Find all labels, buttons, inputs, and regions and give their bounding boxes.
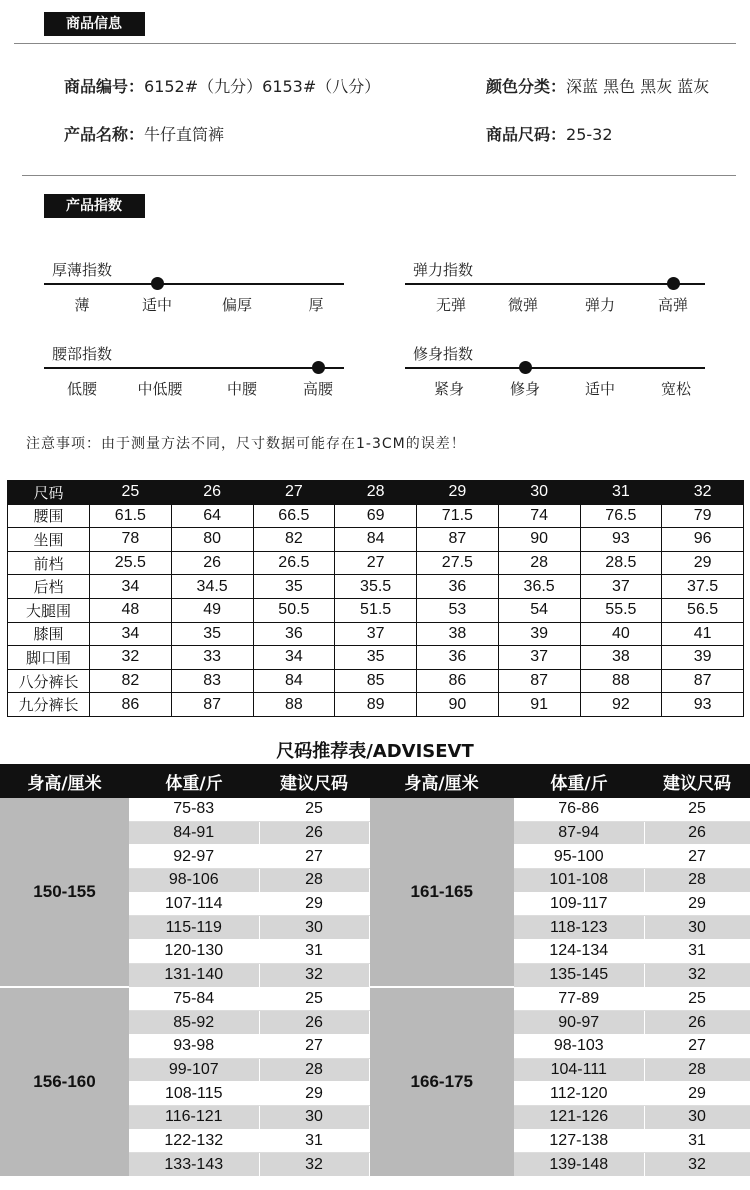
cell-value: 31 bbox=[580, 481, 662, 505]
cell-value: 27 bbox=[335, 551, 417, 575]
cell-value: 37 bbox=[580, 575, 662, 599]
row-label: 尺码 bbox=[8, 481, 90, 505]
weight-range: 101-108 bbox=[514, 869, 644, 893]
cell-value: 61.5 bbox=[90, 504, 172, 528]
cell-value: 39 bbox=[498, 622, 580, 646]
index-scale-line bbox=[405, 283, 705, 285]
header-cell: 身高/厘米 bbox=[0, 764, 129, 798]
cell-value: 93 bbox=[580, 528, 662, 552]
index-option: 宽松 bbox=[660, 380, 691, 398]
suggested-size: 25 bbox=[259, 987, 369, 1011]
weight-range: 93-98 bbox=[129, 1034, 259, 1058]
section-tag-product-index: 产品指数 bbox=[44, 194, 145, 218]
index-option: 薄 bbox=[74, 296, 90, 314]
suggested-size: 28 bbox=[259, 1058, 369, 1082]
suggested-size: 26 bbox=[259, 1011, 369, 1035]
cell-value: 26.5 bbox=[253, 551, 335, 575]
index-selected-dot bbox=[667, 277, 680, 290]
suggested-size: 29 bbox=[644, 1082, 750, 1106]
suggested-size: 25 bbox=[644, 798, 750, 821]
cell-value: 64 bbox=[171, 504, 253, 528]
suggested-size: 25 bbox=[259, 798, 369, 821]
size-recommend-table bbox=[0, 764, 750, 1178]
cell-value: 53 bbox=[417, 598, 499, 622]
header-cell: 身高/厘米 bbox=[369, 764, 514, 798]
cell-value: 37.5 bbox=[662, 575, 744, 599]
size-table-header bbox=[8, 481, 744, 505]
suggested-size: 30 bbox=[644, 1105, 750, 1129]
cell-value: 39 bbox=[662, 646, 744, 670]
weight-range: 107-114 bbox=[129, 892, 259, 916]
cell-value: 49 bbox=[171, 598, 253, 622]
index-option: 适中 bbox=[141, 296, 172, 314]
suggested-size: 27 bbox=[259, 1034, 369, 1058]
row-label: 后档 bbox=[8, 575, 90, 599]
cell-value: 88 bbox=[580, 669, 662, 693]
suggested-size: 28 bbox=[644, 1058, 750, 1082]
suggested-size: 31 bbox=[644, 940, 750, 964]
suggested-size: 25 bbox=[644, 987, 750, 1011]
header-cell: 建议尺码 bbox=[259, 764, 369, 798]
cell-value: 40 bbox=[580, 622, 662, 646]
size-table-row bbox=[8, 598, 744, 622]
weight-range: 109-117 bbox=[514, 892, 644, 916]
cell-value: 82 bbox=[253, 528, 335, 552]
weight-range: 75-84 bbox=[129, 987, 259, 1011]
cell-value: 27 bbox=[253, 481, 335, 505]
suggested-size: 30 bbox=[644, 916, 750, 940]
height-range: 166-175 bbox=[369, 987, 514, 1177]
cell-value: 36.5 bbox=[498, 575, 580, 599]
cell-value: 80 bbox=[171, 528, 253, 552]
weight-range: 120-130 bbox=[129, 940, 259, 964]
cell-value: 76.5 bbox=[580, 504, 662, 528]
cell-value: 32 bbox=[90, 646, 172, 670]
cell-value: 35 bbox=[253, 575, 335, 599]
index-option: 中低腰 bbox=[137, 380, 183, 398]
cell-value: 37 bbox=[498, 646, 580, 670]
size-table-row bbox=[8, 528, 744, 552]
cell-value: 29 bbox=[662, 551, 744, 575]
cell-value: 36 bbox=[253, 622, 335, 646]
suggested-size: 32 bbox=[644, 963, 750, 987]
cell-value: 30 bbox=[498, 481, 580, 505]
weight-range: 98-106 bbox=[129, 869, 259, 893]
cell-value: 33 bbox=[171, 646, 253, 670]
color-category: 颜色分类：深蓝 黑色 黑灰 蓝灰 bbox=[486, 77, 710, 96]
cell-value: 88 bbox=[253, 693, 335, 717]
cell-value: 34 bbox=[90, 575, 172, 599]
weight-range: 87-94 bbox=[514, 821, 644, 845]
size-table-row bbox=[8, 669, 744, 693]
cell-value: 87 bbox=[498, 669, 580, 693]
suggested-size: 26 bbox=[644, 1011, 750, 1035]
suggested-size: 32 bbox=[259, 963, 369, 987]
recommend-row bbox=[0, 987, 750, 1011]
height-range: 150-155 bbox=[0, 798, 129, 987]
suggested-size: 28 bbox=[644, 869, 750, 893]
cell-value: 25 bbox=[90, 481, 172, 505]
row-label: 脚口围 bbox=[8, 646, 90, 670]
suggested-size: 29 bbox=[259, 1082, 369, 1106]
suggested-size: 32 bbox=[644, 1153, 750, 1177]
weight-range: 75-83 bbox=[129, 798, 259, 821]
divider bbox=[14, 43, 736, 44]
weight-range: 131-140 bbox=[129, 963, 259, 987]
cell-value: 86 bbox=[417, 669, 499, 693]
cell-value: 87 bbox=[417, 528, 499, 552]
header-cell: 体重/斤 bbox=[129, 764, 259, 798]
weight-range: 115-119 bbox=[129, 916, 259, 940]
cell-value: 90 bbox=[498, 528, 580, 552]
cell-value: 34 bbox=[253, 646, 335, 670]
cell-value: 79 bbox=[662, 504, 744, 528]
cell-value: 48 bbox=[90, 598, 172, 622]
size-table-row bbox=[8, 693, 744, 717]
weight-range: 104-111 bbox=[514, 1058, 644, 1082]
index-option: 紧身 bbox=[433, 380, 464, 398]
cell-value: 41 bbox=[662, 622, 744, 646]
weight-range: 108-115 bbox=[129, 1082, 259, 1106]
recommend-row bbox=[0, 798, 750, 821]
height-range: 161-165 bbox=[369, 798, 514, 987]
row-label: 前档 bbox=[8, 551, 90, 575]
cell-value: 74 bbox=[498, 504, 580, 528]
product-size: 商品尺码：25-32 bbox=[486, 125, 613, 144]
row-label: 坐围 bbox=[8, 528, 90, 552]
suggested-size: 32 bbox=[259, 1153, 369, 1177]
size-table-row bbox=[8, 551, 744, 575]
cell-value: 92 bbox=[580, 693, 662, 717]
row-label: 膝围 bbox=[8, 622, 90, 646]
cell-value: 87 bbox=[662, 669, 744, 693]
suggested-size: 26 bbox=[259, 821, 369, 845]
cell-value: 37 bbox=[335, 622, 417, 646]
cell-value: 28.5 bbox=[580, 551, 662, 575]
cell-value: 51.5 bbox=[335, 598, 417, 622]
weight-range: 133-143 bbox=[129, 1153, 259, 1177]
cell-value: 35 bbox=[335, 646, 417, 670]
index-option: 偏厚 bbox=[221, 296, 252, 314]
index-option: 弹力 bbox=[584, 296, 615, 314]
weight-range: 76-86 bbox=[514, 798, 644, 821]
index-option: 低腰 bbox=[66, 380, 97, 398]
suggested-size: 29 bbox=[259, 892, 369, 916]
section-tag-product-info: 商品信息 bbox=[44, 12, 145, 36]
cell-value: 82 bbox=[90, 669, 172, 693]
cell-value: 69 bbox=[335, 504, 417, 528]
index-title: 腰部指数 bbox=[52, 345, 113, 363]
cell-value: 84 bbox=[335, 528, 417, 552]
suggested-size: 27 bbox=[259, 845, 369, 869]
weight-range: 118-123 bbox=[514, 916, 644, 940]
cell-value: 36 bbox=[417, 646, 499, 670]
weight-range: 112-120 bbox=[514, 1082, 644, 1106]
suggested-size: 26 bbox=[644, 821, 750, 845]
cell-value: 96 bbox=[662, 528, 744, 552]
cell-value: 28 bbox=[335, 481, 417, 505]
weight-range: 90-97 bbox=[514, 1011, 644, 1035]
suggested-size: 31 bbox=[259, 940, 369, 964]
cell-value: 32 bbox=[662, 481, 744, 505]
row-label: 九分裤长 bbox=[8, 693, 90, 717]
index-title: 弹力指数 bbox=[413, 261, 474, 279]
index-option: 高弹 bbox=[657, 296, 688, 314]
index-scale-line bbox=[405, 367, 705, 369]
cell-value: 56.5 bbox=[662, 598, 744, 622]
suggested-size: 30 bbox=[259, 1105, 369, 1129]
row-label: 大腿围 bbox=[8, 598, 90, 622]
size-table bbox=[7, 480, 744, 717]
cell-value: 78 bbox=[90, 528, 172, 552]
measurement-note: 注意事项：由于测量方法不同，尺寸数据可能存在1-3CM的误差！ bbox=[26, 436, 466, 452]
index-option: 无弹 bbox=[435, 296, 466, 314]
cell-value: 29 bbox=[417, 481, 499, 505]
cell-value: 54 bbox=[498, 598, 580, 622]
index-option: 中腰 bbox=[226, 380, 257, 398]
index-option: 适中 bbox=[584, 380, 615, 398]
recommend-header bbox=[0, 764, 750, 798]
cell-value: 35.5 bbox=[335, 575, 417, 599]
cell-value: 34 bbox=[90, 622, 172, 646]
index-option: 修身 bbox=[509, 380, 540, 398]
product-name: 产品名称：牛仔直筒裤 bbox=[64, 125, 225, 144]
weight-range: 127-138 bbox=[514, 1129, 644, 1153]
suggested-size: 27 bbox=[644, 1034, 750, 1058]
cell-value: 83 bbox=[171, 669, 253, 693]
weight-range: 122-132 bbox=[129, 1129, 259, 1153]
cell-value: 38 bbox=[417, 622, 499, 646]
cell-value: 50.5 bbox=[253, 598, 335, 622]
weight-range: 85-92 bbox=[129, 1011, 259, 1035]
weight-range: 124-134 bbox=[514, 940, 644, 964]
suggested-size: 27 bbox=[644, 845, 750, 869]
row-label: 腰围 bbox=[8, 504, 90, 528]
index-selected-dot bbox=[519, 361, 532, 374]
cell-value: 66.5 bbox=[253, 504, 335, 528]
index-selected-dot bbox=[151, 277, 164, 290]
row-label: 八分裤长 bbox=[8, 669, 90, 693]
cell-value: 26 bbox=[171, 481, 253, 505]
index-scale-line bbox=[44, 367, 344, 369]
cell-value: 34.5 bbox=[171, 575, 253, 599]
cell-value: 90 bbox=[417, 693, 499, 717]
size-table-row bbox=[8, 622, 744, 646]
weight-range: 99-107 bbox=[129, 1058, 259, 1082]
index-scale-line bbox=[44, 283, 344, 285]
weight-range: 135-145 bbox=[514, 963, 644, 987]
suggested-size: 29 bbox=[644, 892, 750, 916]
cell-value: 26 bbox=[171, 551, 253, 575]
weight-range: 77-89 bbox=[514, 987, 644, 1011]
divider bbox=[22, 175, 736, 176]
index-option: 高腰 bbox=[302, 380, 333, 398]
cell-value: 87 bbox=[171, 693, 253, 717]
cell-value: 27.5 bbox=[417, 551, 499, 575]
index-title: 修身指数 bbox=[413, 345, 474, 363]
size-table-row bbox=[8, 646, 744, 670]
suggested-size: 30 bbox=[259, 916, 369, 940]
cell-value: 93 bbox=[662, 693, 744, 717]
suggested-size: 28 bbox=[259, 869, 369, 893]
cell-value: 38 bbox=[580, 646, 662, 670]
weight-range: 92-97 bbox=[129, 845, 259, 869]
index-option: 微弹 bbox=[507, 296, 538, 314]
cell-value: 89 bbox=[335, 693, 417, 717]
cell-value: 36 bbox=[417, 575, 499, 599]
index-option: 厚 bbox=[308, 296, 324, 314]
cell-value: 35 bbox=[171, 622, 253, 646]
suggested-size: 31 bbox=[644, 1129, 750, 1153]
cell-value: 25.5 bbox=[90, 551, 172, 575]
product-code: 商品编号：6152#（九分）6153#（八分） bbox=[64, 77, 381, 96]
header-cell: 体重/斤 bbox=[514, 764, 644, 798]
suggested-size: 31 bbox=[259, 1129, 369, 1153]
weight-range: 121-126 bbox=[514, 1105, 644, 1129]
size-table-row bbox=[8, 504, 744, 528]
cell-value: 55.5 bbox=[580, 598, 662, 622]
header-cell: 建议尺码 bbox=[644, 764, 750, 798]
weight-range: 116-121 bbox=[129, 1105, 259, 1129]
cell-value: 85 bbox=[335, 669, 417, 693]
weight-range: 95-100 bbox=[514, 845, 644, 869]
cell-value: 28 bbox=[498, 551, 580, 575]
cell-value: 86 bbox=[90, 693, 172, 717]
recommend-title: 尺码推荐表/ADVISEVT bbox=[276, 741, 474, 762]
weight-range: 139-148 bbox=[514, 1153, 644, 1177]
weight-range: 98-103 bbox=[514, 1034, 644, 1058]
size-table-row bbox=[8, 575, 744, 599]
cell-value: 91 bbox=[498, 693, 580, 717]
cell-value: 71.5 bbox=[417, 504, 499, 528]
index-selected-dot bbox=[312, 361, 325, 374]
index-title: 厚薄指数 bbox=[52, 261, 113, 279]
height-range: 156-160 bbox=[0, 987, 129, 1177]
cell-value: 84 bbox=[253, 669, 335, 693]
weight-range: 84-91 bbox=[129, 821, 259, 845]
